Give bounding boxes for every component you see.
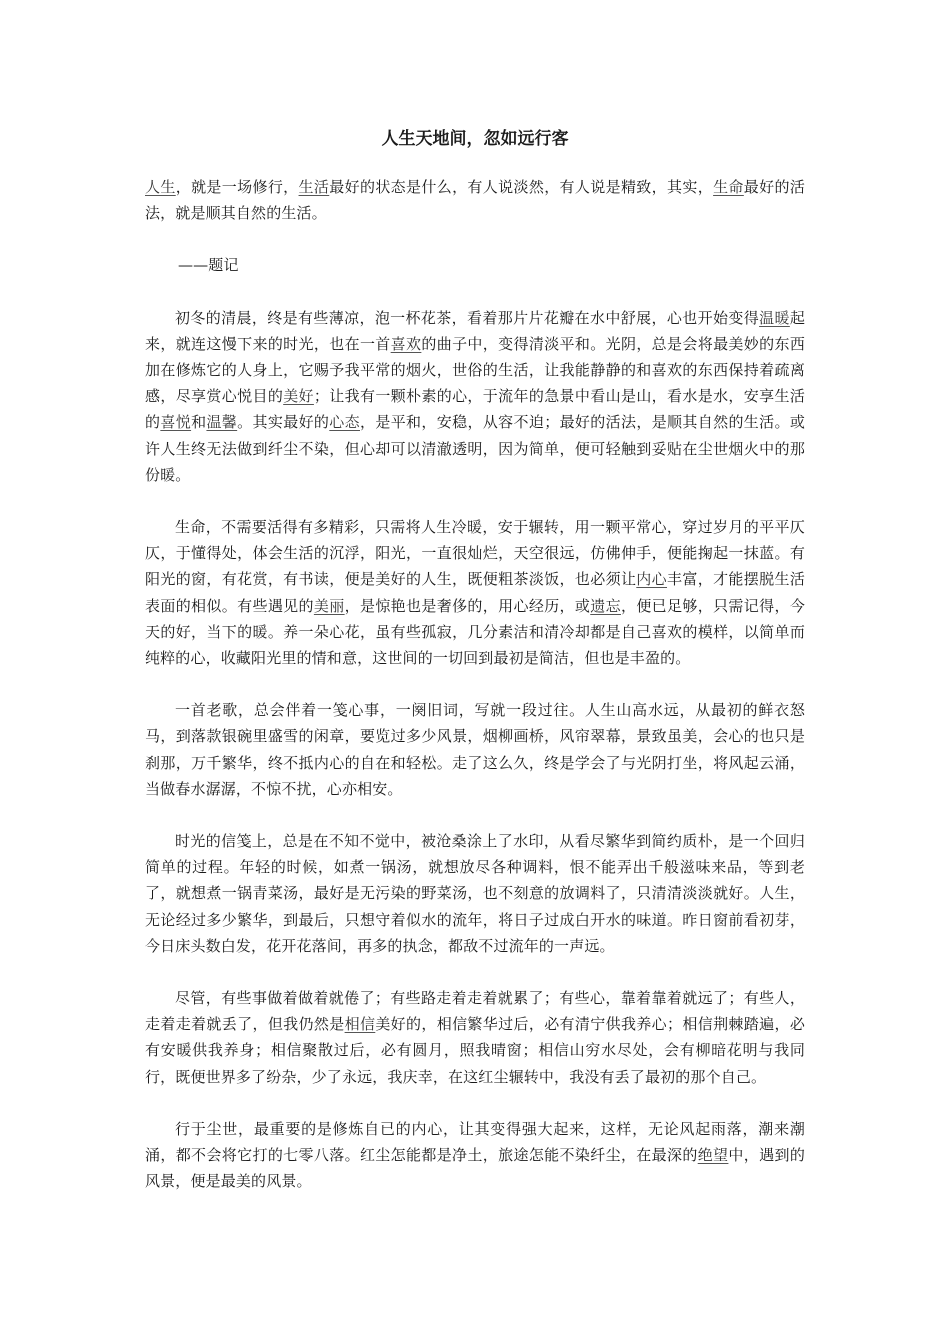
body-paragraph-3: 一首老歌，总会伴着一笺心事，一阕旧词，写就一段过往。人生山高水远，从最初的鲜衣怒马，到落款银碗里盛雪的闲章，要览过多少风景，烟柳画桥，风帘翠幕，景致虽美，会心的也只是刹那，万千繁华，终不抵内心的自在和轻松。走了这么久，终是学会了与光阴打坐，将风起云涌，当做春水潺潺，不惊不扰，心亦相安。 [145, 701, 805, 798]
keyword-link[interactable]: 喜悦 [160, 413, 192, 432]
keyword-link[interactable]: 生命 [713, 178, 744, 196]
keyword-link[interactable]: 温暖 [759, 308, 790, 327]
epigraph-signature: ——题记 [178, 256, 239, 275]
keyword-link[interactable]: 美好 [283, 387, 314, 406]
keyword-link[interactable]: 心态 [329, 413, 360, 432]
body-paragraph-4: 时光的信笺上，总是在不知不觉中，被沧桑涂上了水印，从看尽繁华到简约质朴，是一个回归简单的过程。年轻的时候，如煮一锅汤，就想放尽各种调料，恨不能弄出千般滋味来品，等到老了，就想煮一锅青菜汤，最好是无污染的野菜汤，也不刻意的放调料了，只清清淡淡就好。人生，无论经过多少繁华，到最后，只想守着似水的流年，将日子过成白开水的味道。昨日窗前看初芽，今日床头数白发，花开花落间，再多的执念，都敌不过流年的一声远。 [145, 832, 805, 955]
document-page [145, 126, 805, 1221]
article-title: 人生天地间，忽如远行客 [381, 129, 569, 149]
keyword-link[interactable]: 遗忘 [590, 596, 621, 615]
keyword-link[interactable]: 内心 [636, 570, 668, 589]
body-paragraph-6: 行于尘世，最重要的是修炼自已的内心，让其变得强大起来，这样，无论风起雨落，潮来潮涌，都不会将它打的七零八落。红尘怎能都是净土，旅途怎能不染纤尘，在最深的绝望中，遇到的风景，便是最美的风景。 [145, 1119, 805, 1191]
body-paragraph-5: 尽管，有些事做着做着就倦了；有些路走着走着就累了；有些心，靠着靠着就远了；有些人，走着走着就丢了，但我仍然是相信美好的，相信繁华过后，必有清宁供我养心；相信荆棘踏遍，必有安暖供我养身；相信聚散过后，必有圆月，照我晴窗；相信山穷水尽处，会有柳暗花明与我同行，既便世界多了纷杂，少了永远，我庆幸，在这红尘辗转中，我没有丢了最初的那个自己。 [145, 989, 805, 1086]
intro-paragraph: 人生，就是一场修行，生活最好的状态是什么，有人说淡然，有人说是精致，其实，生命最好的活法，就是顺其自然的生活。 [145, 178, 806, 223]
keyword-link[interactable]: 美丽 [313, 596, 345, 615]
keyword-link[interactable]: 人生 [145, 178, 176, 196]
keyword-link[interactable]: 相信 [344, 1015, 376, 1034]
keyword-link[interactable]: 温馨 [206, 413, 238, 432]
keyword-link[interactable]: 生活 [298, 178, 330, 196]
keyword-link[interactable]: 绝望 [697, 1146, 729, 1165]
body-paragraph-2: 生命，不需要活得有多精彩，只需将人生冷暖，安于辗转，用一颗平常心，穿过岁月的平平仄仄，于懂得处，体会生活的沉浮，阳光，一直很灿烂，天空很远，仿佛伸手，便能掬起一抹蓝。有阳光的窗，有花赏，有书读，便是美好的人生，既便粗茶淡饭，也必须让内心丰富，才能摆脱生活表面的相似。有些遇见的美丽，是惊艳也是奢侈的，用心经历，或遗忘，便已足够，只需记得，今天的好，当下的暖。养一朵心花，虽有些孤寂，几分素洁和清冷却都是自己喜欢的模样，以简单而纯粹的心，收藏阳光里的情和意，这世间的一切回到最初是简洁，但也是丰盈的。 [145, 518, 805, 668]
keyword-link[interactable]: 喜欢 [390, 334, 422, 353]
body-paragraph-1: 初冬的清晨，终是有些薄凉，泡一杯花茶，看着那片片花瓣在水中舒展，心也开始变得温暖起来，就连这慢下来的时光，也在一首喜欢的曲子中，变得清淡平和。光阴，总是会将最美妙的东西加在修炼它的人身上，它赐予我平常的烟火，世俗的生活，让我能静静的和喜欢的东西保持着疏离感，尽享赏心悦目的美好；让我有一颗朴素的心，于流年的急景中看山是山，看水是水，安享生活的喜悦和温馨。其实最好的心态，是平和，安稳，从容不迫；最好的活法，是顺其自然的生活。或许人生终无法做到纤尘不染，但心却可以清澈透明，因为简单，便可轻触到妥贴在尘世烟火中的那份暖。 [145, 308, 806, 484]
